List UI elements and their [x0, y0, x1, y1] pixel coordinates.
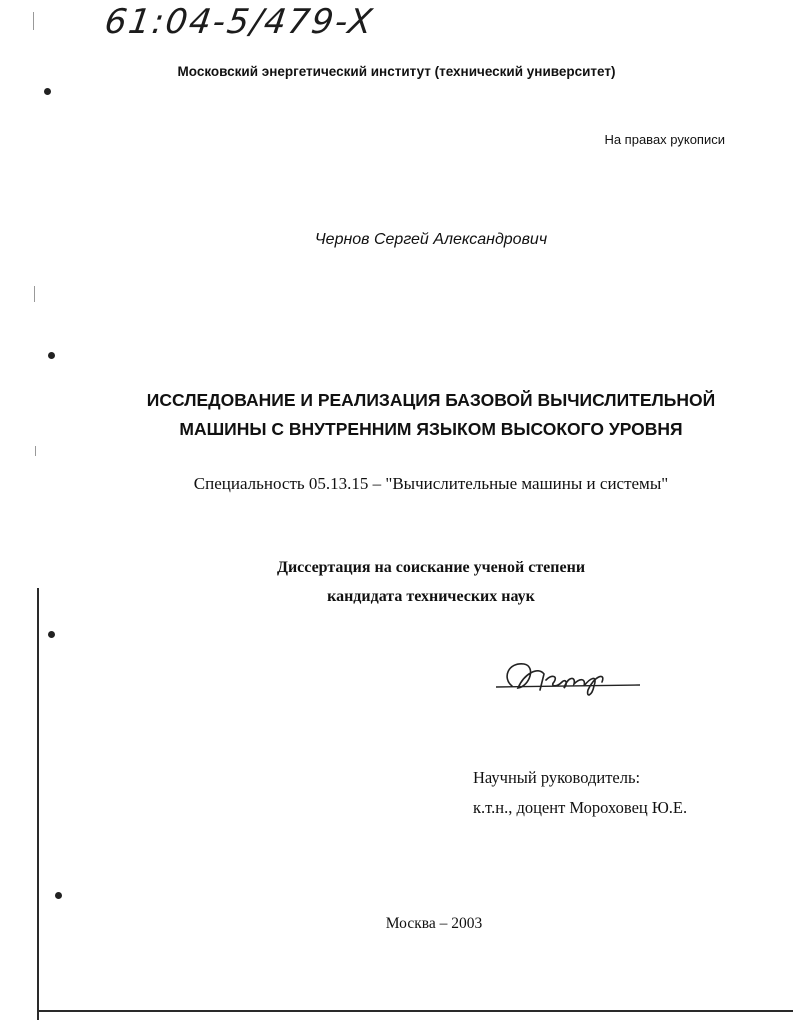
archive-number-handwritten: 61:04-5/479-X	[102, 2, 377, 42]
supervisor-block	[473, 763, 687, 823]
scan-border-bottom	[37, 1010, 793, 1012]
degree-line-1: Диссертация на соискание ученой степени	[276, 559, 586, 576]
scan-edge-mark	[33, 12, 34, 30]
supervisor-label: Научный руководитель:	[473, 768, 641, 787]
dissertation-title	[0, 386, 793, 444]
title-line-1: ИССЛЕДОВАНИЕ И РЕАЛИЗАЦИЯ БАЗОВОЙ ВЫЧИСЛИТЕЛЬНОЙ	[146, 390, 716, 410]
scan-edge-mark	[34, 286, 35, 302]
specialty-line: Специальность 05.13.15 – "Вычислительные машины и системы"	[193, 474, 669, 493]
city-year: Москва – 2003	[385, 915, 483, 932]
scan-border-left	[37, 588, 39, 1020]
degree-line-2: кандидата технических наук	[327, 588, 535, 605]
institute-name: Московский энергетический институт (технический университет)	[177, 64, 616, 79]
author-signature	[494, 656, 644, 706]
author-name: Чернов Сергей Александрович	[314, 231, 548, 248]
supervisor-name: к.т.н., доцент Мороховец Ю.Е.	[473, 798, 688, 817]
scan-dot-mark	[44, 88, 51, 95]
degree-statement	[0, 553, 793, 611]
manuscript-rights-note: На правах рукописи	[604, 132, 725, 147]
scan-edge-mark	[35, 446, 36, 456]
scan-dot-mark	[55, 892, 62, 899]
scan-dot-mark	[48, 352, 55, 359]
title-line-2: МАШИНЫ С ВНУТРЕННИМ ЯЗЫКОМ ВЫСОКОГО УРОВНЯ	[179, 419, 683, 439]
scan-dot-mark	[48, 631, 55, 638]
